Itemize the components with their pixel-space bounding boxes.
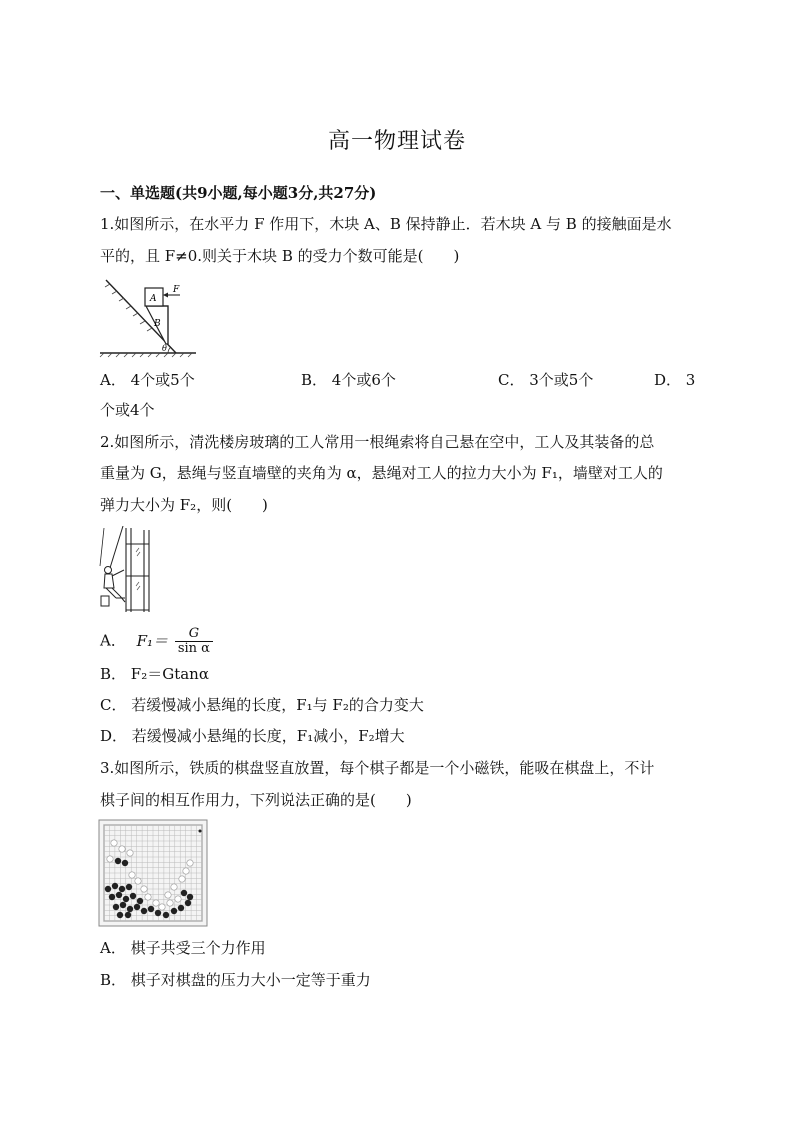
q1-option-b[interactable]: B． 4个或6个 [301, 371, 396, 389]
black-stone [155, 910, 161, 916]
white-stone [135, 878, 141, 884]
white-stone [111, 840, 117, 846]
white-stone [153, 900, 159, 906]
black-stone [181, 890, 187, 896]
window-cleaner-figure [96, 526, 156, 614]
black-stone [119, 886, 125, 892]
q2-option-a-prefix: A． [100, 631, 126, 650]
black-stone [163, 912, 169, 918]
black-stone [113, 904, 119, 910]
black-stone [185, 900, 191, 906]
q2-option-a-lhs: F₁＝ [136, 631, 169, 650]
black-stone [127, 906, 133, 912]
white-stone [159, 904, 165, 910]
question-1-line-2: 平的，且 F≠0.则关于木块 B 的受力个数可能是( ) [100, 247, 460, 265]
q2-option-c[interactable]: C． 若缓慢减小悬绳的长度，F₁与 F₂的合力变大 [100, 696, 424, 714]
q1-option-d[interactable]: D． 3 [654, 371, 696, 389]
block-b-label: B [154, 319, 161, 329]
question-1-line-1: 1.如图所示，在水平力 F 作用下，木块 A、B 保持静止．若木块 A 与 B 的接触面是水 [100, 215, 672, 233]
theta-label: θ [162, 344, 167, 353]
q3-option-a[interactable]: A． 棋子共受三个力作用 [100, 939, 266, 957]
black-stone [125, 912, 131, 918]
question-3-line-1: 3.如图所示，铁质的棋盘竖直放置，每个棋子都是一个小磁铁，能吸在棋盘上，不计 [100, 759, 655, 777]
black-stone [187, 894, 193, 900]
go-board-figure [98, 819, 208, 927]
white-stone [187, 860, 193, 866]
black-stone [109, 894, 115, 900]
section-heading: 一、单选题(共9小题,每小题3分,共27分) [100, 184, 377, 202]
question-2-line-2: 重量为 G，悬绳与竖直墙壁的夹角为 α，悬绳对工人的拉力大小为 F₁，墙壁对工人的 [100, 464, 663, 482]
force-f-label: F [173, 285, 180, 295]
question-2-line-1: 2.如图所示，清洗楼房玻璃的工人常用一根绳索将自己悬在空中，工人及其装备的总 [100, 433, 655, 451]
white-stone [129, 872, 135, 878]
q2-option-d[interactable]: D． 若缓慢减小悬绳的长度，F₁减小，F₂增大 [100, 727, 405, 745]
black-stone [112, 883, 118, 889]
white-stone [165, 892, 171, 898]
white-stone [183, 868, 189, 874]
black-stone [178, 905, 184, 911]
white-stone [107, 856, 113, 862]
white-stone [127, 850, 133, 856]
black-stone [120, 902, 126, 908]
board-corner-dot [199, 830, 202, 833]
black-stone [171, 908, 177, 914]
q2-option-b[interactable]: B． F₂＝Gtanα [100, 665, 209, 683]
black-stone [126, 884, 132, 890]
black-stone [105, 886, 111, 892]
black-stone [148, 906, 154, 912]
white-stone [141, 886, 147, 892]
fraction-numerator: G [175, 627, 213, 642]
black-stone [117, 912, 123, 918]
black-stone [122, 860, 128, 866]
white-stone [175, 896, 181, 902]
white-stone [179, 876, 185, 882]
black-stone [123, 896, 129, 902]
fraction-denominator: sin α [177, 641, 210, 656]
q1-option-a[interactable]: A． 4个或5个 [100, 371, 195, 389]
black-stone [116, 892, 122, 898]
black-stone [137, 898, 143, 904]
black-stone [115, 858, 121, 864]
black-stone [141, 908, 147, 914]
q2-option-a[interactable] [100, 627, 213, 656]
white-stone [167, 900, 173, 906]
q2-option-a-fraction [175, 627, 213, 656]
q1-option-c[interactable]: C． 3个或5个 [498, 371, 594, 389]
q3-option-b[interactable]: B． 棋子对棋盘的压力大小一定等于重力 [100, 971, 371, 989]
white-stone [119, 846, 125, 852]
white-stone [171, 884, 177, 890]
question-2-line-3: 弹力大小为 F₂，则( ) [100, 496, 268, 514]
white-stone [145, 894, 151, 900]
page-title: 高一物理试卷 [327, 129, 466, 154]
incline-block-figure [98, 278, 198, 358]
q1-option-d-continued: 个或4个 [100, 401, 155, 419]
block-a-label: A [150, 294, 157, 304]
black-stone [130, 893, 136, 899]
question-3-line-2: 棋子间的相互作用力，下列说法正确的是( ) [100, 791, 412, 809]
black-stone [134, 904, 140, 910]
